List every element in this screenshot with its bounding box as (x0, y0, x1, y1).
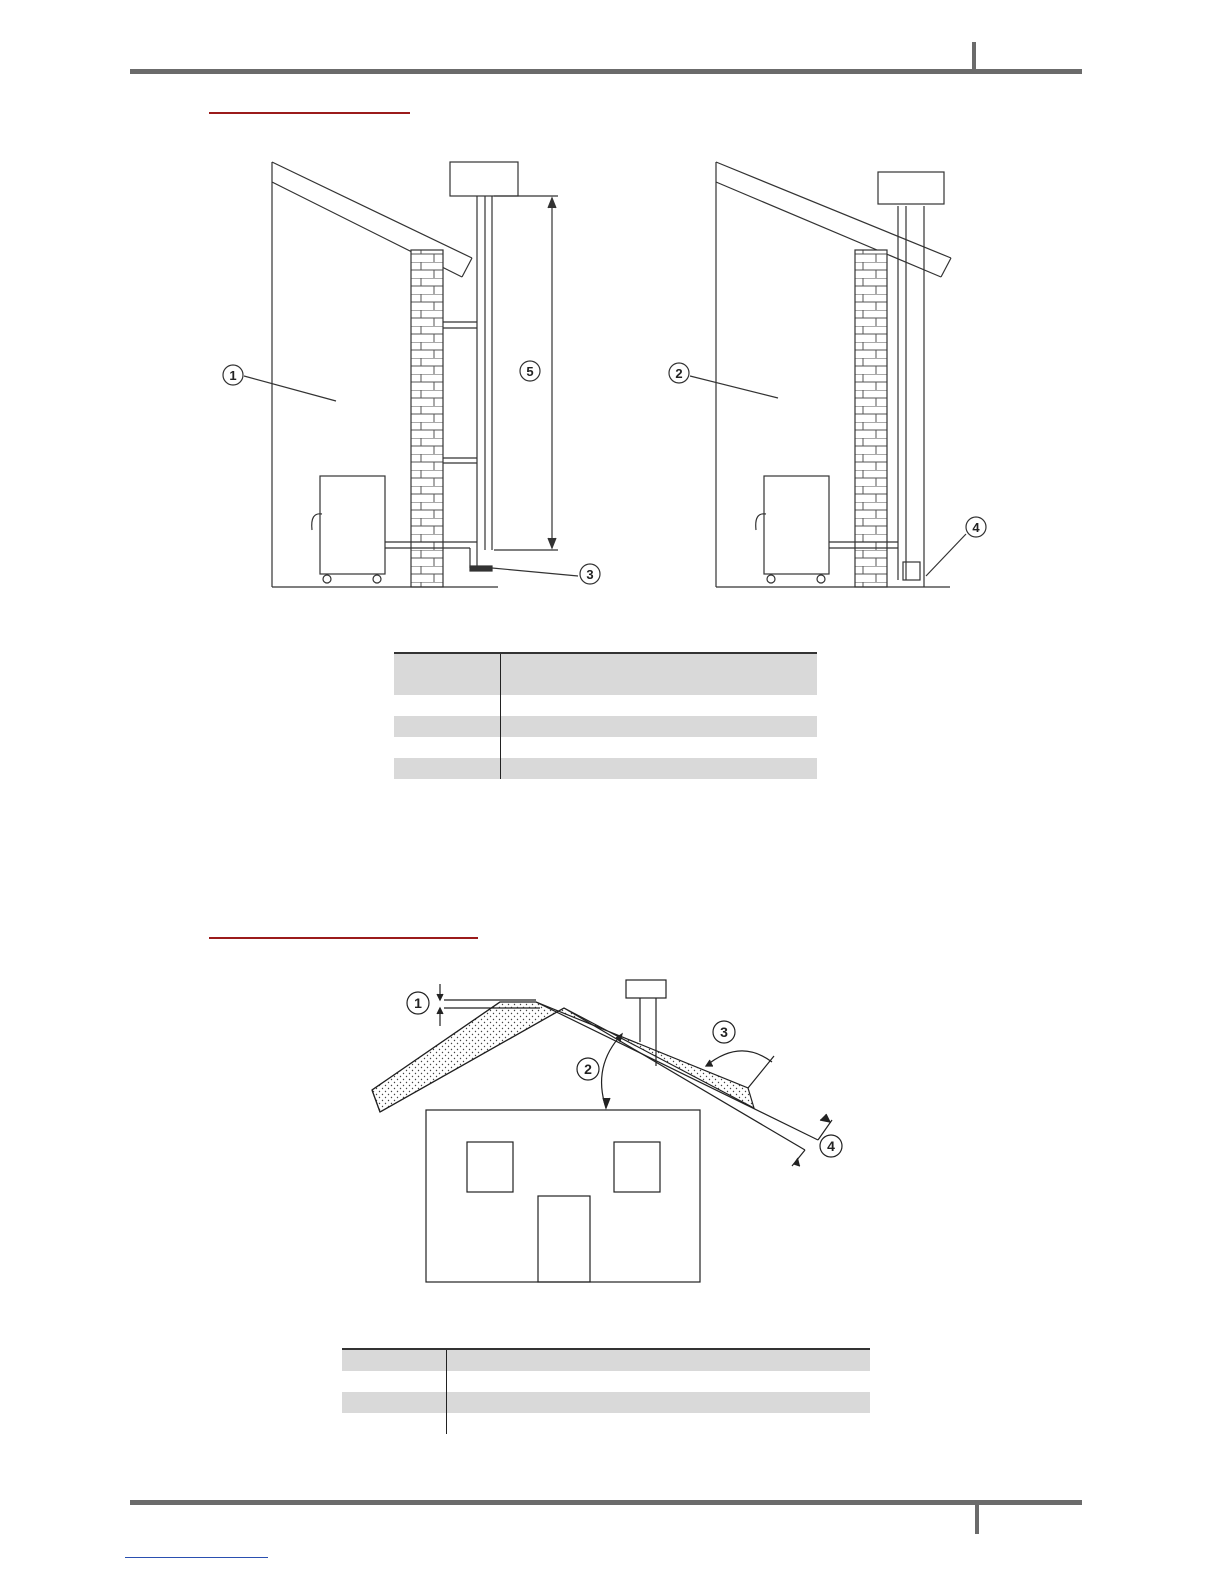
section2-legend-table (342, 1348, 870, 1434)
legend-value (446, 1349, 870, 1371)
table-row (394, 653, 817, 695)
legend-key (342, 1349, 446, 1371)
legend-value (500, 758, 817, 779)
svg-text:4: 4 (827, 1138, 835, 1154)
roof-clearance-figure (360, 970, 880, 1290)
legend-value (500, 653, 817, 695)
header-rule (130, 69, 1082, 74)
svg-text:1: 1 (229, 368, 237, 383)
callout-3 (580, 564, 600, 584)
table-row (394, 716, 817, 737)
legend-value (446, 1413, 870, 1434)
callout-2 (577, 1058, 599, 1080)
legend-value (500, 695, 817, 716)
table-row (394, 695, 817, 716)
svg-text:5: 5 (526, 364, 534, 379)
svg-text:3: 3 (720, 1024, 728, 1040)
callout-5 (520, 361, 540, 381)
svg-text:4: 4 (972, 520, 980, 535)
legend-key (394, 695, 500, 716)
callout-4 (966, 517, 986, 537)
callout-1 (223, 365, 243, 385)
svg-text:2: 2 (584, 1061, 592, 1077)
legend-key (342, 1392, 446, 1413)
table-row (342, 1371, 870, 1392)
table-row (394, 758, 817, 779)
callout-3 (713, 1021, 735, 1043)
legend-key (394, 653, 500, 695)
right-drawing (690, 162, 966, 587)
legend-key (342, 1371, 446, 1392)
legend-key (342, 1413, 446, 1434)
legend-value (446, 1371, 870, 1392)
legend-value (446, 1392, 870, 1413)
footer-rule (130, 1500, 1082, 1505)
chimney-installation-figure (200, 150, 1000, 610)
legend-key (394, 758, 500, 779)
footer-page-tick (975, 1504, 979, 1534)
svg-text:1: 1 (414, 995, 422, 1011)
legend-key (394, 716, 500, 737)
section2-heading-underline (209, 937, 478, 939)
callout-2 (669, 363, 689, 383)
section1-heading-underline (209, 112, 410, 114)
svg-text:3: 3 (586, 567, 594, 582)
callout-4 (820, 1135, 842, 1157)
table-row (342, 1392, 870, 1413)
svg-text:2: 2 (675, 366, 683, 381)
callout-1 (407, 992, 429, 1014)
header-page-tick (972, 42, 976, 70)
footer-link-underline[interactable] (125, 1557, 268, 1558)
legend-value (500, 716, 817, 737)
section1-legend-table (394, 652, 817, 779)
table-row (342, 1413, 870, 1434)
legend-value (500, 737, 817, 758)
table-row (394, 737, 817, 758)
table-row (342, 1349, 870, 1371)
section2-callouts (407, 992, 842, 1157)
legend-key (394, 737, 500, 758)
